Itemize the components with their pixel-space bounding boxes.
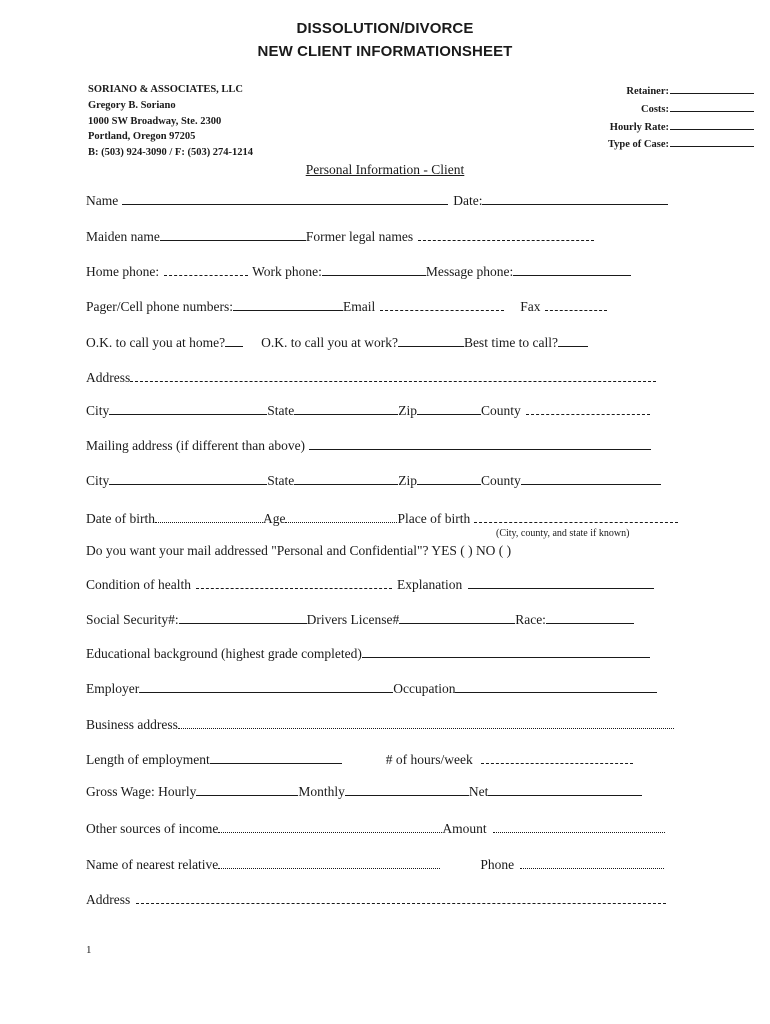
hours-week-field[interactable] xyxy=(481,751,633,764)
row-maiden-former xyxy=(86,228,686,245)
home-phone-label: Home phone: xyxy=(86,264,160,279)
age-label: Age xyxy=(262,511,286,526)
employer-field[interactable] xyxy=(139,680,393,693)
net-label: Net xyxy=(468,784,489,799)
email-field[interactable] xyxy=(380,298,504,311)
fee-block xyxy=(608,82,754,153)
explanation-label: Explanation xyxy=(397,577,463,592)
county-label: County xyxy=(481,403,521,418)
city-field[interactable] xyxy=(109,402,267,415)
maiden-name-label: Maiden name xyxy=(86,229,160,244)
retainer-field[interactable] xyxy=(670,82,754,94)
relative-phone-label: Phone xyxy=(480,857,515,872)
message-phone-field[interactable] xyxy=(513,263,631,276)
address-label: Address xyxy=(86,370,131,385)
confidential-question: Do you want your mail addressed "Personal and Confidential"? YES ( ) NO ( ) xyxy=(86,543,512,558)
condition-of-health-field[interactable] xyxy=(196,576,392,589)
row-confidential xyxy=(86,543,686,559)
fax-label: Fax xyxy=(520,299,541,314)
row-ok-to-call xyxy=(86,334,686,351)
net-field[interactable] xyxy=(488,783,642,796)
hourly-rate-row xyxy=(608,118,754,136)
fax-field[interactable] xyxy=(545,298,607,311)
row-phones xyxy=(86,263,686,280)
hourly-rate-field[interactable] xyxy=(670,118,754,130)
drivers-license-field[interactable] xyxy=(399,611,515,624)
employer-label: Employer xyxy=(86,681,140,696)
ok-call-work-field[interactable] xyxy=(398,334,464,347)
row-education xyxy=(86,645,686,662)
place-of-birth-note: (City, county, and state if known) xyxy=(496,528,630,539)
row-mailing-city-state-zip xyxy=(86,472,686,489)
mailing-city-field[interactable] xyxy=(109,472,267,485)
mailing-zip-field[interactable] xyxy=(417,472,481,485)
best-time-label: Best time to call? xyxy=(463,335,559,350)
social-security-label: Social Security#: xyxy=(86,612,179,627)
row-pager-email-fax xyxy=(86,298,686,315)
row-employment-length xyxy=(86,751,686,768)
hourly-rate-label: Hourly Rate: xyxy=(609,121,669,133)
row-address xyxy=(86,369,686,386)
row-employer xyxy=(86,680,686,697)
state-label: State xyxy=(267,403,295,418)
form-title-line2: NEW CLIENT INFORMATIONSHEET xyxy=(257,43,513,60)
relative-address-label: Address xyxy=(86,892,131,907)
social-security-field[interactable] xyxy=(179,611,307,624)
date-label: Date: xyxy=(453,193,483,208)
education-field[interactable] xyxy=(362,645,650,658)
former-legal-names-field[interactable] xyxy=(418,228,594,241)
maiden-name-field[interactable] xyxy=(160,228,306,241)
mailing-city-label: City xyxy=(86,473,110,488)
work-phone-field[interactable] xyxy=(322,263,426,276)
work-phone-label: Work phone: xyxy=(252,264,322,279)
place-of-birth-field[interactable] xyxy=(474,510,678,523)
ok-call-home-label: O.K. to call you at home? xyxy=(86,335,226,350)
costs-row xyxy=(608,100,754,118)
age-field[interactable] xyxy=(285,510,397,523)
name-field[interactable] xyxy=(122,192,448,205)
city-label: City xyxy=(86,403,110,418)
mailing-address-label: Mailing address (if different than above) xyxy=(86,438,306,453)
date-of-birth-label: Date of birth xyxy=(86,511,155,526)
costs-field[interactable] xyxy=(670,100,754,112)
firm-attorney: Gregory B. Soriano xyxy=(88,99,176,111)
type-of-case-label: Type of Case: xyxy=(607,139,669,151)
row-nearest-relative xyxy=(86,856,686,873)
best-time-field[interactable] xyxy=(558,334,588,347)
county-field[interactable] xyxy=(526,402,650,415)
place-of-birth-label: Place of birth xyxy=(397,511,471,526)
retainer-label: Retainer: xyxy=(626,86,669,97)
name-label: Name xyxy=(86,193,119,208)
drivers-license-label: Drivers License# xyxy=(306,612,400,627)
ok-call-work-label: O.K. to call you at work? xyxy=(261,335,398,350)
mailing-county-field[interactable] xyxy=(521,472,661,485)
pager-cell-label: Pager/Cell phone numbers: xyxy=(86,299,233,314)
occupation-field[interactable] xyxy=(455,680,657,693)
form-title-line1: DISSOLUTION/DIVORCE xyxy=(296,20,474,37)
row-birth xyxy=(86,510,686,527)
row-name-date xyxy=(86,192,686,209)
home-phone-field[interactable] xyxy=(164,263,248,276)
zip-label: Zip xyxy=(398,403,418,418)
mailing-zip-label: Zip xyxy=(398,473,418,488)
zip-field[interactable] xyxy=(417,402,481,415)
relative-phone-field[interactable] xyxy=(520,856,664,869)
mailing-county-label: County xyxy=(481,473,521,488)
section-title: Personal Information - Client xyxy=(305,162,465,177)
race-field[interactable] xyxy=(546,611,634,624)
nearest-relative-field[interactable] xyxy=(218,856,440,869)
state-field[interactable] xyxy=(294,402,398,415)
mailing-state-label: State xyxy=(267,473,295,488)
mailing-state-field[interactable] xyxy=(294,472,398,485)
row-other-income xyxy=(86,820,686,837)
gross-wage-hourly-field[interactable] xyxy=(196,783,298,796)
costs-label: Costs: xyxy=(641,103,669,115)
firm-address-line1: 1000 SW Broadway, Ste. 2300 xyxy=(88,115,222,127)
monthly-field[interactable] xyxy=(345,783,469,796)
length-of-employment-label: Length of employment xyxy=(86,752,210,767)
amount-field[interactable] xyxy=(493,820,665,833)
hours-week-label: # of hours/week xyxy=(385,752,473,767)
business-address-field[interactable] xyxy=(178,716,674,729)
firm-address-line2: Portland, Oregon 97205 xyxy=(88,131,196,143)
mailing-address-field[interactable] xyxy=(309,437,651,450)
retainer-row xyxy=(608,82,754,100)
business-address-label: Business address xyxy=(86,717,178,732)
amount-label: Amount xyxy=(442,821,487,836)
length-of-employment-field[interactable] xyxy=(210,751,342,764)
relative-address-field[interactable] xyxy=(136,891,666,904)
condition-of-health-label: Condition of health xyxy=(86,577,191,592)
ok-call-home-field[interactable] xyxy=(225,334,243,347)
row-business-address xyxy=(86,716,686,733)
firm-info xyxy=(88,82,253,161)
other-income-field[interactable] xyxy=(218,820,442,833)
address-field[interactable] xyxy=(130,369,656,382)
gross-wage-hourly-label: Gross Wage: Hourly xyxy=(86,784,197,799)
row-health xyxy=(86,576,686,593)
email-label: Email xyxy=(342,299,376,314)
row-mailing-address xyxy=(86,437,686,454)
message-phone-label: Message phone: xyxy=(425,264,514,279)
row-city-state-zip xyxy=(86,402,686,419)
education-label: Educational background (highest grade completed) xyxy=(86,646,362,661)
firm-phones: B: (503) 924-3090 / F: (503) 274-1214 xyxy=(88,147,254,159)
row-ids xyxy=(86,611,686,628)
page-number: 1 xyxy=(86,944,92,956)
type-of-case-field[interactable] xyxy=(670,135,754,147)
date-of-birth-field[interactable] xyxy=(155,510,263,523)
row-gross-wage xyxy=(86,783,686,800)
monthly-label: Monthly xyxy=(298,784,345,799)
row-relative-address xyxy=(86,891,686,908)
pager-cell-field[interactable] xyxy=(233,298,343,311)
firm-name: SORIANO & ASSOCIATES, LLC xyxy=(88,84,244,95)
type-of-case-row xyxy=(608,135,754,153)
occupation-label: Occupation xyxy=(393,681,456,696)
other-income-label: Other sources of income xyxy=(86,821,219,836)
explanation-field[interactable] xyxy=(468,576,654,589)
date-field[interactable] xyxy=(482,192,668,205)
race-label: Race: xyxy=(515,612,546,627)
nearest-relative-label: Name of nearest relative xyxy=(86,857,219,872)
former-legal-names-label: Former legal names xyxy=(305,229,414,244)
